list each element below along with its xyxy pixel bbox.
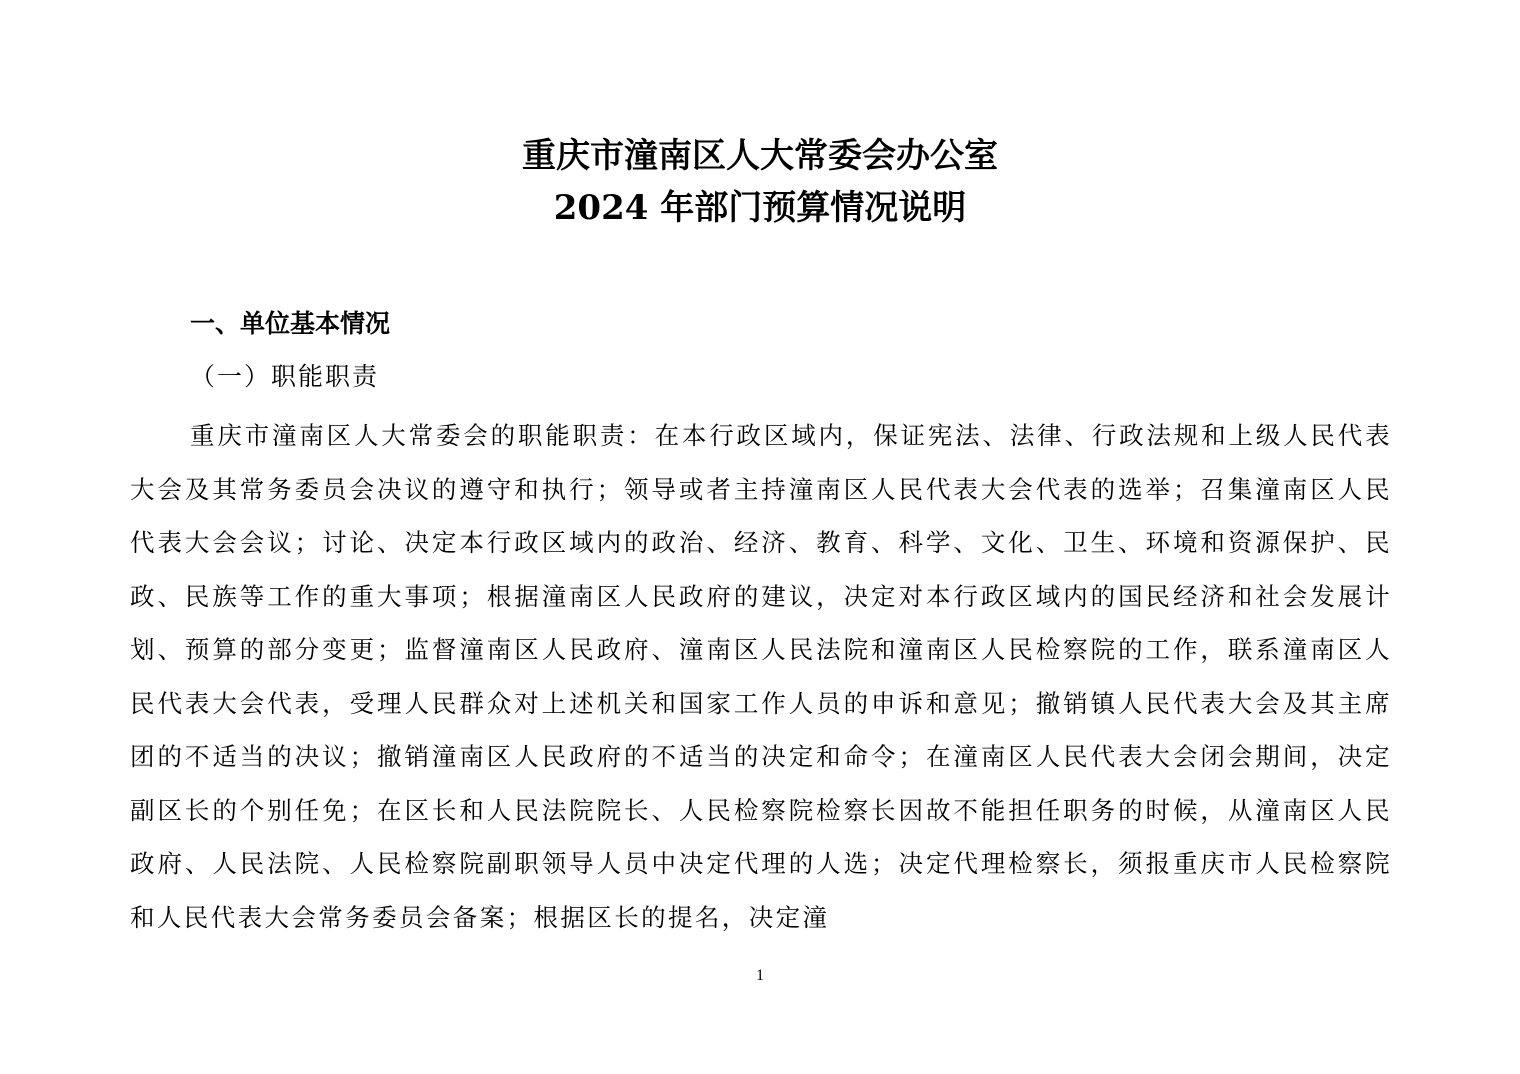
section-heading: 一、单位基本情况 — [190, 309, 391, 338]
page-number: 1 — [756, 967, 764, 984]
sub-heading: （一）职能职责 — [190, 362, 380, 391]
title-line-1: 重庆市潼南区人大常委会办公室 — [522, 136, 998, 176]
title-line-2: 2024 年部门预算情况说明 — [553, 188, 967, 228]
document-title — [0, 130, 1520, 234]
body-paragraph: 重庆市潼南区人大常委会的职能职责：在本行政区域内，保证宪法、法律、行政法规和上级人民代表大会及其常务委员会决议的遵守和执行；领导或者主持潼南区人民代表大会代表的选举；召集潼南区人民代表大会会议；讨论、决定本行政区域内的政治、经济、教育、科学、文化、卫生、环境和资源保护、民政、民族等工作的重大事项；根据潼南区人民政府的建议，决定对本行政区域内的国民经济和社会发展计划、预算的部分变更；监督潼南区人民政府、潼南区人民法院和潼南区人民检察院的工作，联系潼南区人民代表大会代表，受理人民群众对上述机关和国家工作人员的申诉和意见；撤销镇人民代表大会及其主席团的不适当的决议；撤销潼南区人民政府的不适当的决定和命令；在潼南区人民代表大会闭会期间，决定副区长的个别任免；在区长和人民法院院长、人民检察院检察长因故不能担任职务的时候，从潼南区人民政府、人民法院、人民检察院副职领导人员中决定代理的人选；决定代理检察长，须报重庆市人民检察院和人民代表大会常务委员会备案；根据区长的提名，决定潼 — [130, 421, 1392, 932]
